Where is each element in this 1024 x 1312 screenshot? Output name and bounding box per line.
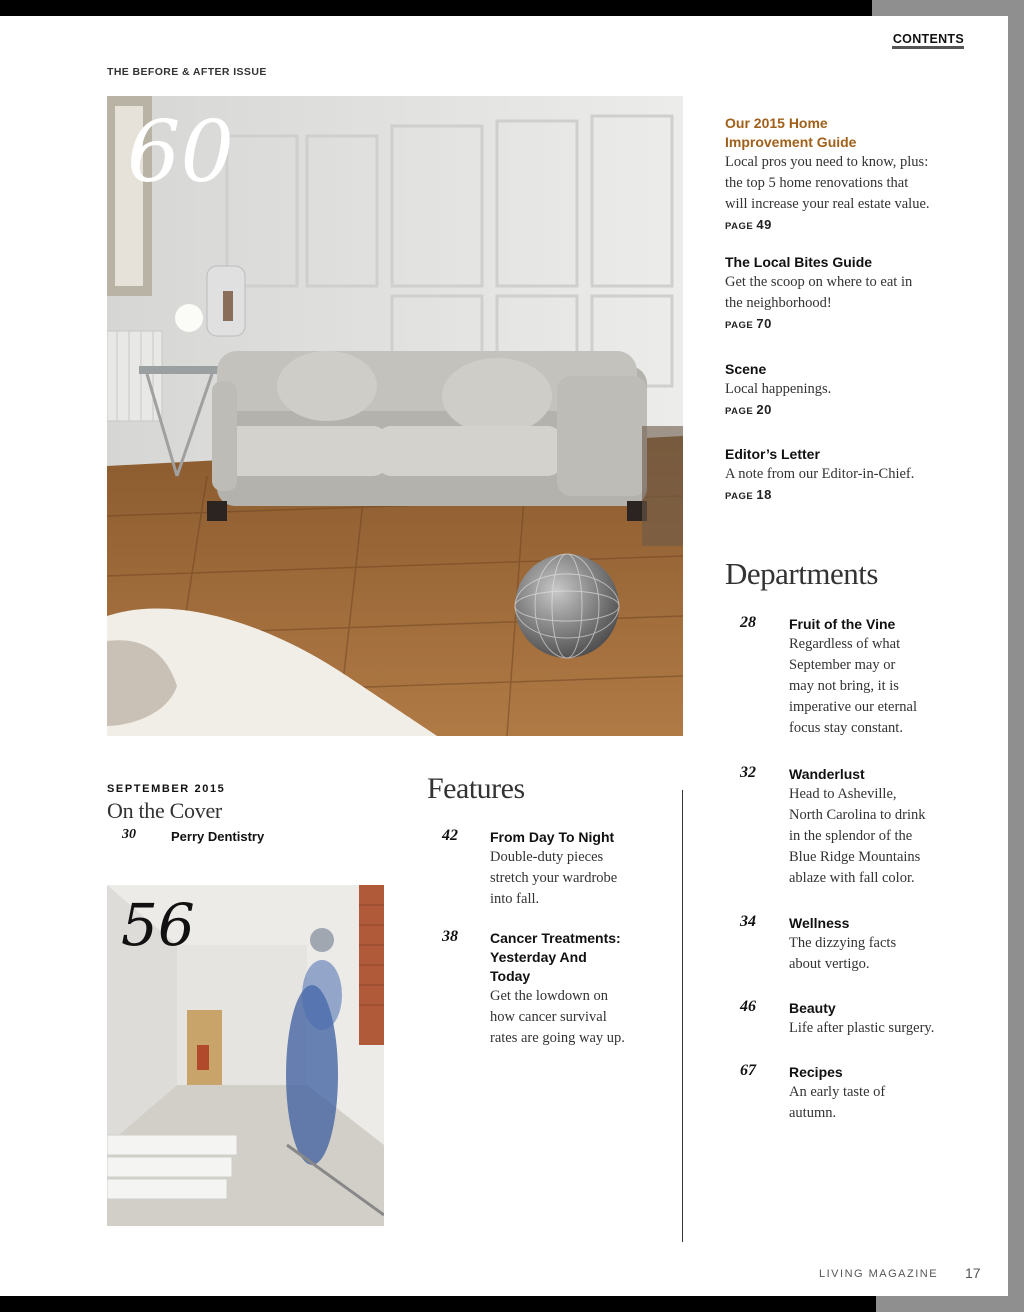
department-title: Wanderlust bbox=[789, 766, 865, 782]
magazine-page bbox=[0, 16, 1008, 1296]
feature-body bbox=[490, 929, 670, 1049]
toc-entry-scene[interactable] bbox=[725, 360, 965, 417]
toc-entry-home-improvement[interactable] bbox=[725, 114, 965, 232]
footer-page-number: 17 bbox=[965, 1265, 981, 1281]
feature-body bbox=[490, 828, 670, 910]
entry-description: Local happenings. bbox=[725, 381, 832, 397]
entry-page-ref: PAGE 18 bbox=[725, 487, 772, 502]
hero-page-number: 60 bbox=[127, 103, 234, 201]
department-description: The dizzying facts about vertigo. bbox=[789, 935, 897, 972]
entry-title: The Local Bites Guide bbox=[725, 254, 873, 270]
feature-number: 38 bbox=[442, 928, 458, 945]
renovation-photo bbox=[107, 885, 384, 1226]
entry-title: Editor’s Letter bbox=[725, 446, 820, 462]
entry-description: A note from our Editor-in-Chief. bbox=[725, 466, 915, 482]
contents-label: CONTENTS bbox=[892, 32, 964, 46]
issue-label: THE BEFORE & AFTER ISSUE bbox=[107, 66, 267, 78]
entry-page-ref: PAGE 20 bbox=[725, 402, 772, 417]
frame-bar-right bbox=[1008, 0, 1024, 1312]
cover-title: Perry Dentistry bbox=[171, 829, 265, 844]
entry-title: Our 2015 Home Improvement Guide bbox=[725, 115, 857, 150]
cover-heading: On the Cover bbox=[107, 798, 222, 823]
feature-title: From Day To Night bbox=[490, 829, 615, 845]
frame-bar-bottom bbox=[876, 1296, 1024, 1312]
department-description: Life after plastic surgery. bbox=[789, 1020, 935, 1036]
column-divider bbox=[682, 790, 683, 1242]
department-title: Beauty bbox=[789, 1000, 836, 1016]
toc-entry-editors-letter[interactable] bbox=[725, 445, 965, 502]
department-body bbox=[789, 914, 959, 975]
departments-heading: Departments bbox=[725, 556, 878, 591]
cover-date: SEPTEMBER 2015 bbox=[107, 783, 226, 795]
department-description: An early taste of autumn. bbox=[789, 1084, 886, 1121]
department-number: 67 bbox=[740, 1062, 756, 1079]
department-description: Head to Asheville, North Carolina to drink in the splendor of the Blue Ridge Mountains ablaze with fall color. bbox=[789, 786, 926, 886]
department-number: 32 bbox=[740, 764, 756, 781]
department-title: Wellness bbox=[789, 915, 850, 931]
entry-title: Scene bbox=[725, 361, 767, 377]
department-description: Regardless of what September may or may not bring, it is imperative our eternal focus stay constant. bbox=[789, 636, 918, 736]
hero-photo bbox=[107, 96, 683, 736]
cover-number: 30 bbox=[122, 827, 136, 842]
department-title: Recipes bbox=[789, 1064, 843, 1080]
entry-description: Get the scoop on where to eat in the neighborhood! bbox=[725, 274, 913, 311]
entry-page-ref: PAGE 49 bbox=[725, 217, 772, 232]
department-body bbox=[789, 999, 959, 1039]
footer-magazine-name: LIVING MAGAZINE bbox=[819, 1268, 939, 1280]
entry-description: Local pros you need to know, plus: the top 5 home renovations that will increase your real estate value. bbox=[725, 154, 930, 212]
department-body bbox=[789, 615, 959, 739]
frame-bar-top bbox=[872, 0, 1024, 16]
renovation-page-number: 56 bbox=[121, 891, 195, 959]
feature-title: Cancer Treatments: Yesterday And Today bbox=[490, 930, 621, 984]
department-title: Fruit of the Vine bbox=[789, 616, 896, 632]
features-heading: Features bbox=[427, 772, 525, 805]
toc-entry-local-bites[interactable] bbox=[725, 253, 965, 331]
feature-description: Get the lowdown on how cancer survival rates are going way up. bbox=[490, 988, 625, 1046]
feature-description: Double-duty pieces stretch your wardrobe into fall. bbox=[490, 849, 618, 907]
department-number: 46 bbox=[740, 998, 756, 1015]
department-number: 34 bbox=[740, 913, 756, 930]
feature-number: 42 bbox=[442, 827, 458, 844]
department-body bbox=[789, 765, 959, 889]
entry-page-ref: PAGE 70 bbox=[725, 316, 772, 331]
department-body bbox=[789, 1063, 959, 1124]
department-number: 28 bbox=[740, 614, 756, 631]
contents-underline bbox=[892, 46, 964, 49]
